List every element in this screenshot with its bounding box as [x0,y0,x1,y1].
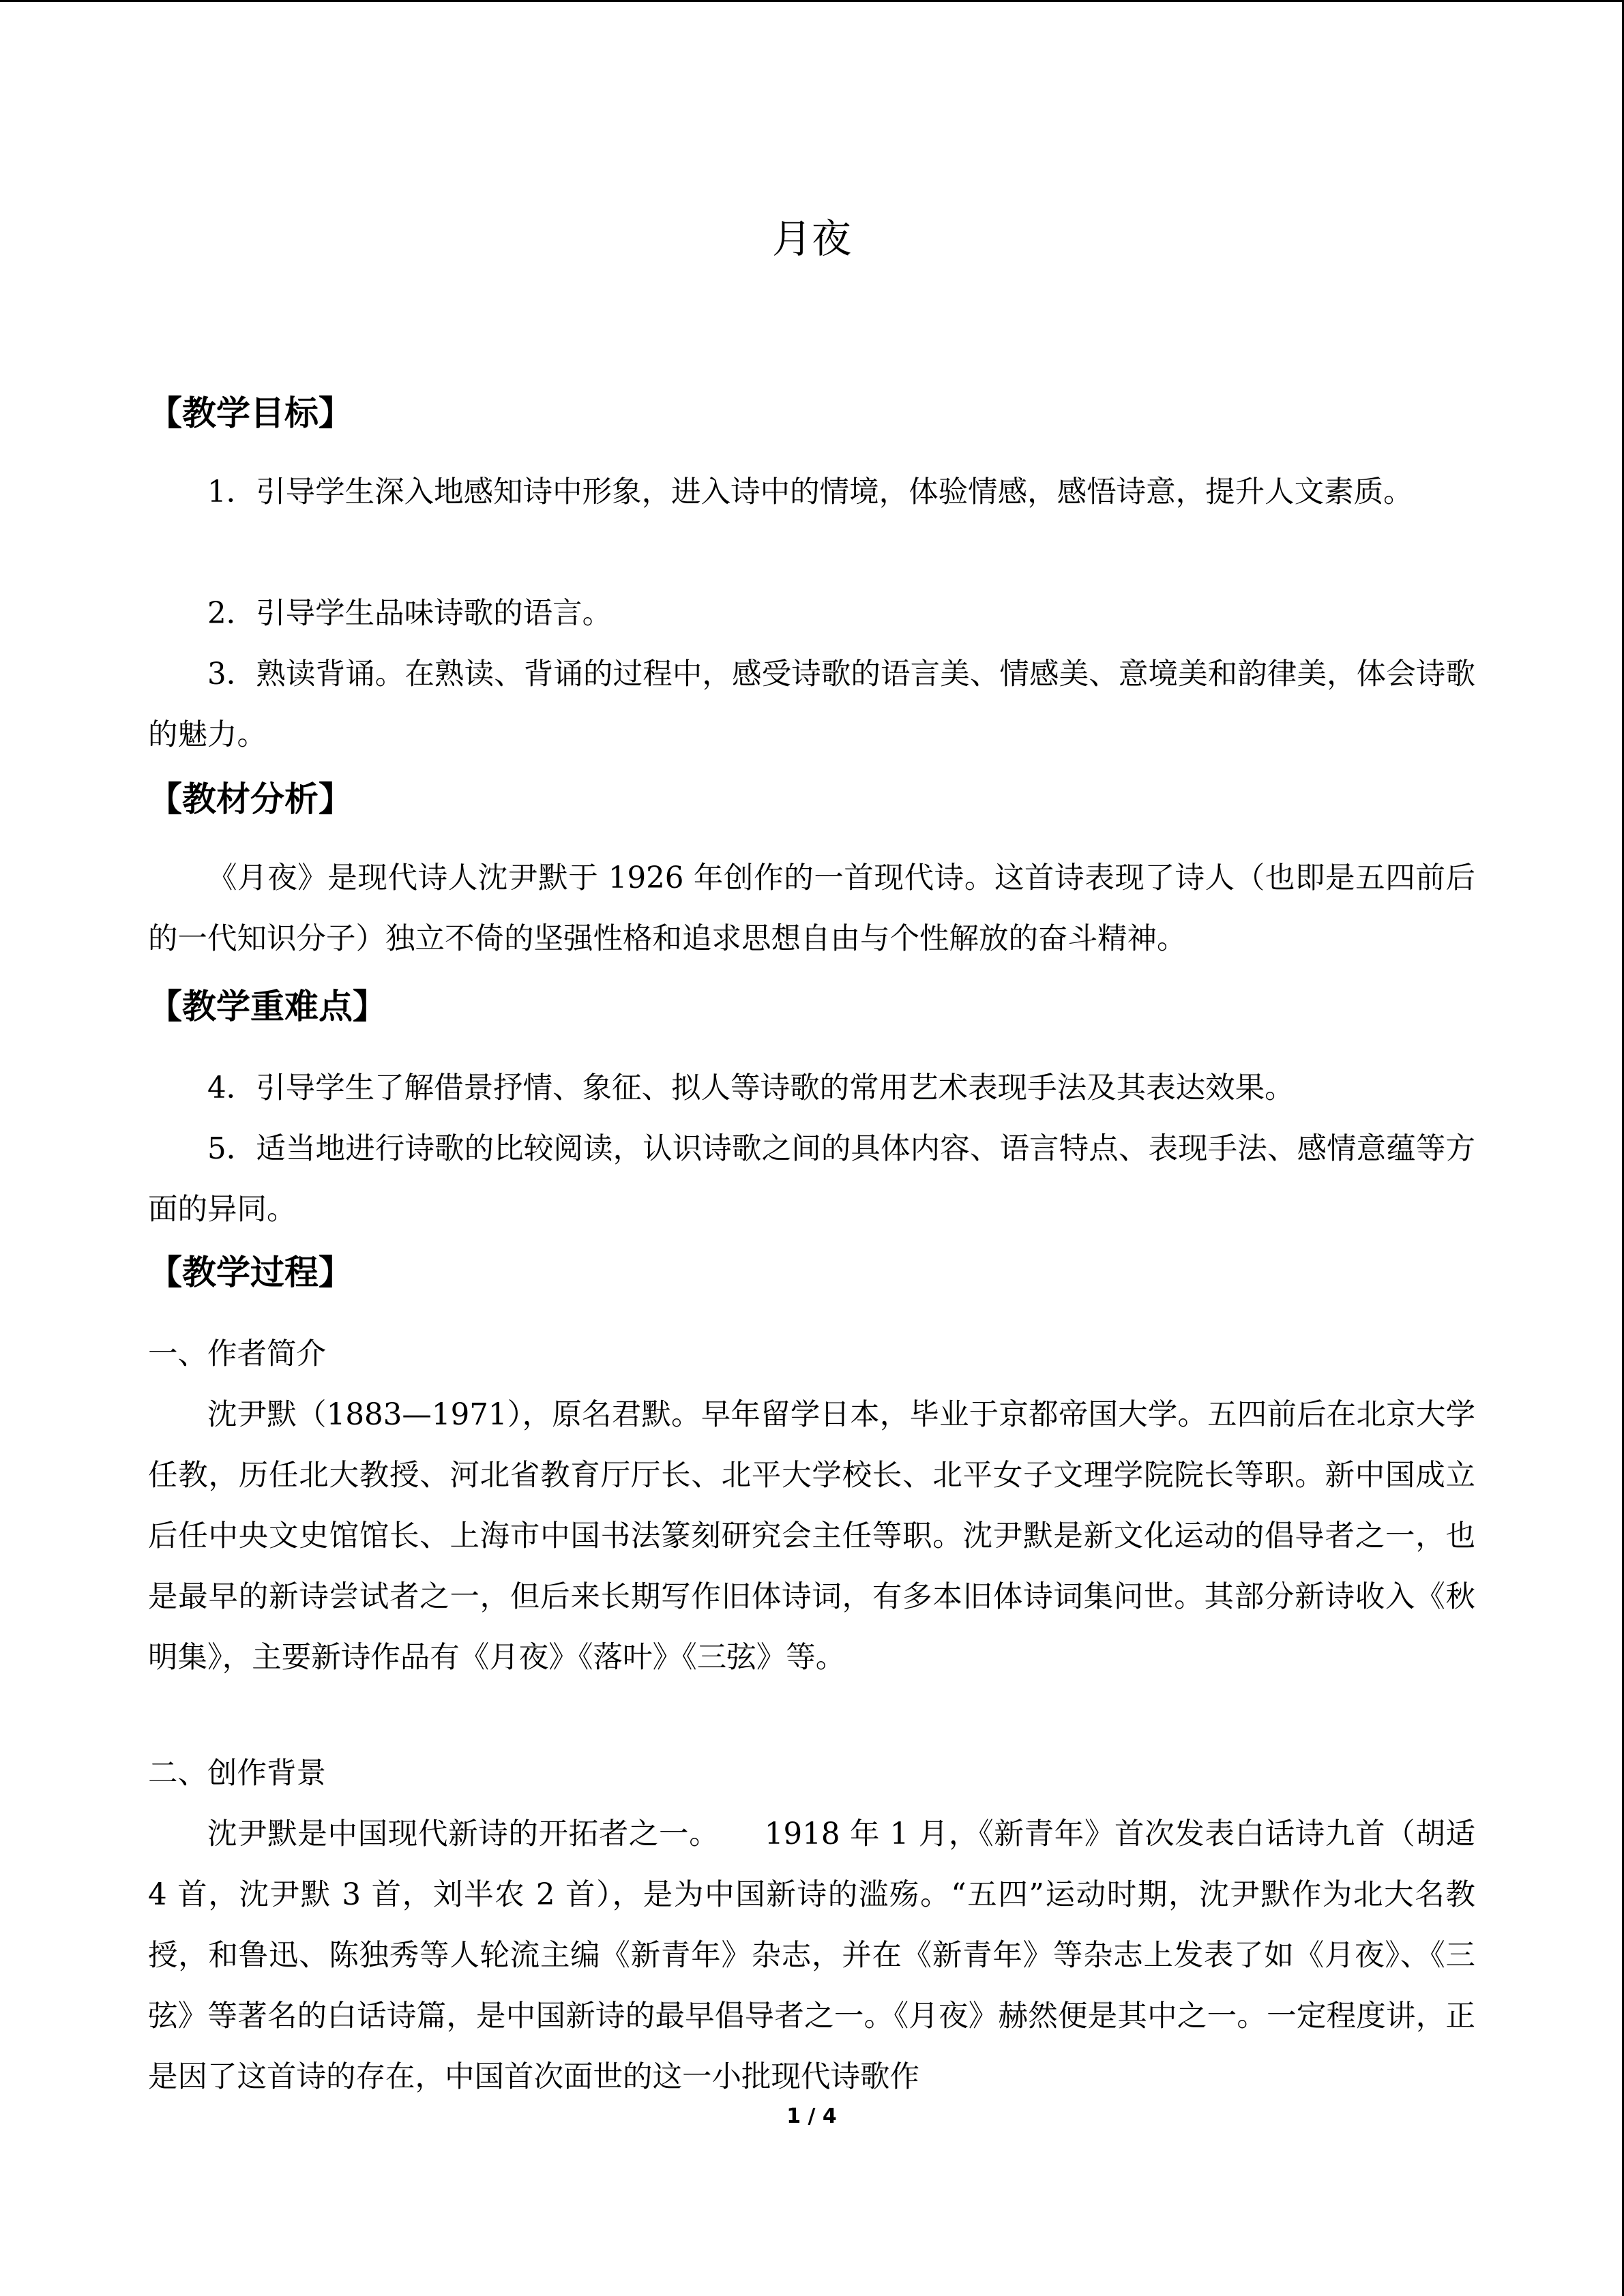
goals-paragraph-1: 1．引导学生深入地感知诗中形象，进入诗中的情境，体验情感，感悟诗意，提升人文素质。 [207,475,1413,509]
goals-paragraph-2: 2．引导学生品味诗歌的语言。 [207,597,612,631]
goals-paragraph-3: 3．熟读背诵。在熟读、背诵的过程中，感受诗歌的语言美、情感美、意境美和韵律美，体会诗歌的魅力。 [148,657,1475,752]
author-paragraph: 沈尹默（1883—1971），原名君默。早年留学日本，毕业于京都帝国大学。五四前后在北京大学任教，历任北大教授、河北省教育厅厅长、北平大学校长、北平女子文理学院院长等职。新中国成立后任中央文史馆馆长、上海市中国书法篆刻研究会主任等职。沈尹默是新文化运动的倡导者之一，也是最早的新诗尝试者之一，但后来长期写作旧体诗词，有多本旧体诗词集问世。其部分新诗收入《秋明集》，主要新诗作品有《月夜》《落叶》《三弦》等。 [148,1398,1475,1675]
background-subheading: 二、创作背景 [148,1757,326,1791]
author-subheading: 一、作者简介 [148,1337,326,1371]
section-heading-goals: 【教学目标】 [148,393,353,433]
section-heading-key-points: 【教学重难点】 [148,987,387,1026]
background-paragraph: 沈尹默是中国现代新诗的开拓者之一。 1918 年 1 月，《新青年》首次发表白话诗九首（胡适 4 首，沈尹默 3 首，刘半农 2 首），是为中国新诗的滥殇。“五四”运动时期，沈尹默作为北大名教授，和鲁迅、陈独秀等人轮流主编《新青年》杂志，并在《新青年》等杂志上发表了如《月夜》、《三弦》等著名的白话诗篇，是中国新诗的最早倡导者之一。《月夜》赫然便是其中之一。一定程度讲，正是因了这首诗的存在，中国首次面世的这一小批现代诗歌作 [148,1817,1475,2094]
document-title: 月夜 [771,215,851,262]
analysis-paragraph-1: 《月夜》是现代诗人沈尹默于 1926 年创作的一首现代诗。这首诗表现了诗人（也即是五四前后的一代知识分子）独立不倚的坚强性格和追求思想自由与个性解放的奋斗精神。 [148,861,1475,956]
page-border-top [0,0,1624,2]
key-points-paragraph-2: 5．适当地进行诗歌的比较阅读，认识诗歌之间的具体内容、语言特点、表现手法、感情意蕴等方面的异同。 [148,1132,1475,1227]
key-points-paragraph-1: 4．引导学生了解借景抒情、象征、拟人等诗歌的常用艺术表现手法及其表达效果。 [207,1071,1295,1105]
section-heading-process: 【教学过程】 [148,1253,353,1292]
page-number: 1 / 4 [786,2104,837,2128]
section-heading-analysis: 【教材分析】 [148,779,353,819]
